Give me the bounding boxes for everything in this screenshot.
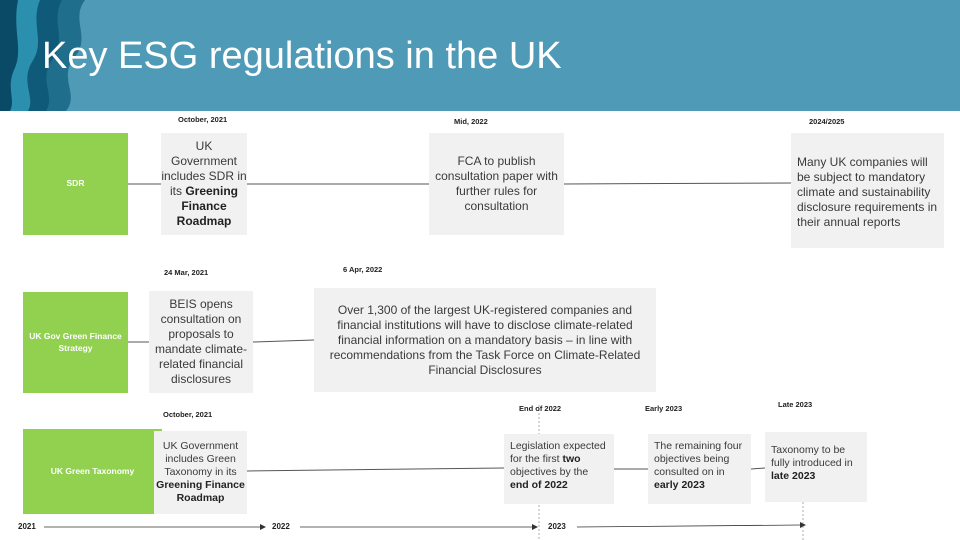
event-tax-roadmap: UK Government includes Green Taxonomy in its Greening Finance Roadmap: [154, 431, 247, 514]
category-sdr: SDR: [23, 133, 128, 235]
event-tax-legislation: Legislation expected for the first two objectives by the end of 2022: [504, 434, 614, 504]
event-gfs-beis: BEIS opens consultation on proposals to mandate climate-related financial disclosures: [149, 291, 253, 393]
date-sdr-1: October, 2021: [178, 115, 228, 124]
category-taxonomy: UK Green Taxonomy: [23, 429, 162, 514]
date-tax-1: October, 2021: [163, 410, 213, 419]
category-gfs: UK Gov Green Finance Strategy: [23, 292, 128, 393]
axis-year-2023: 2023: [548, 522, 566, 531]
axis-year-2021: 2021: [18, 522, 36, 531]
date-sdr-3: 2024/2025: [809, 117, 845, 126]
date-sdr-2: Mid, 2022: [454, 117, 488, 126]
axis-year-2022: 2022: [272, 522, 290, 531]
event-tax-consultation: The remaining four objectives being consulted on in early 2023: [648, 434, 751, 504]
date-tax-2: End of 2022: [519, 404, 562, 413]
event-sdr-roadmap: UK Government includes SDR in its Greening Finance Roadmap: [161, 133, 247, 235]
date-gfs-1: 24 Mar, 2021: [164, 268, 209, 277]
page-title: Key ESG regulations in the UK: [42, 35, 562, 77]
date-tax-4: Late 2023: [778, 400, 813, 409]
date-gfs-2: 6 Apr, 2022: [343, 265, 383, 274]
event-sdr-fca: FCA to publish consultation paper with further rules for consultation: [429, 133, 564, 235]
event-tax-introduced: Taxonomy to be fully introduced in late 2023: [765, 432, 867, 502]
event-sdr-mandatory: Many UK companies will be subject to mandatory climate and sustainability disclosure requirements in their annual reports: [791, 133, 944, 248]
event-gfs-disclosure: Over 1,300 of the largest UK-registered companies and financial institutions will have to disclose climate-related financial information on a mandatory basis – in line with recommendations from the Task Force on Climate-Related Financial Disclosures: [314, 288, 656, 392]
date-tax-3: Early 2023: [645, 404, 683, 413]
